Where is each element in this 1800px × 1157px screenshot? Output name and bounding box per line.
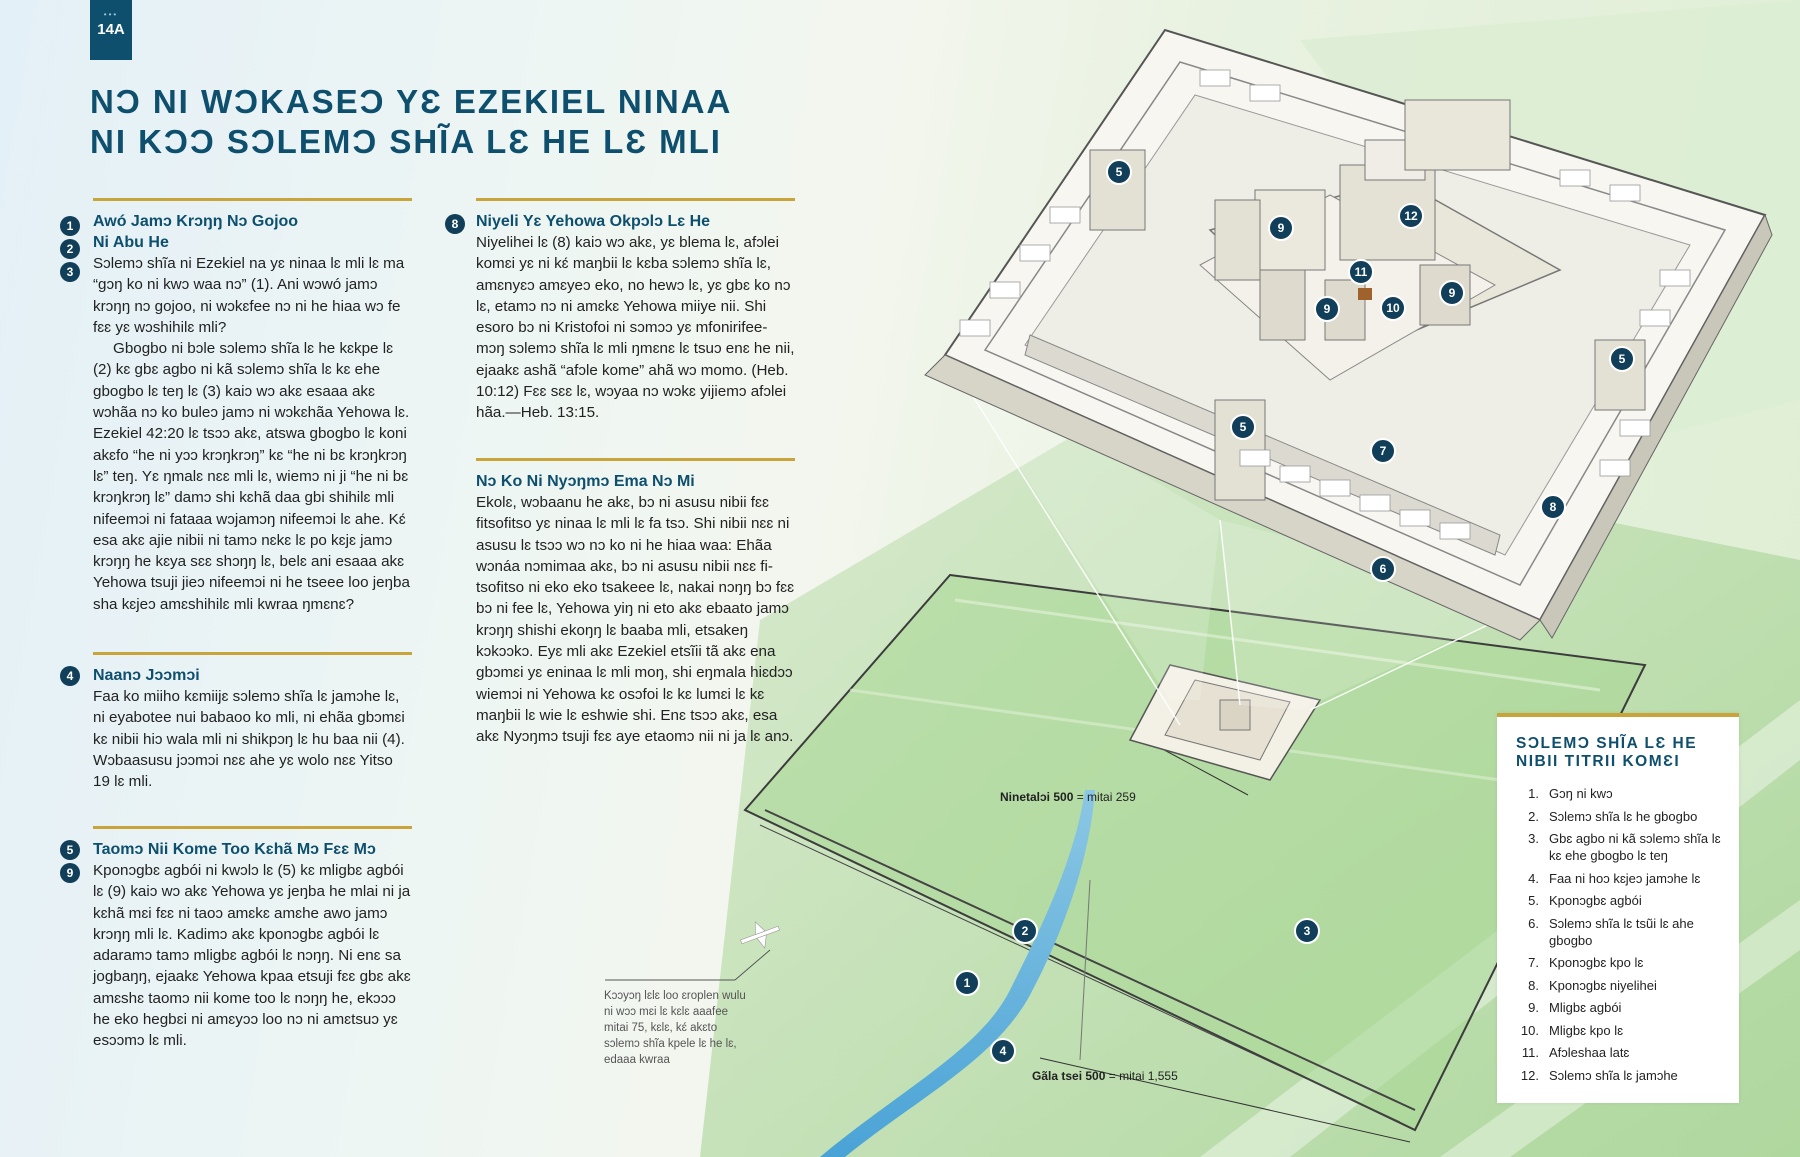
legend-item-number: 5. (1528, 893, 1539, 908)
legend-list (1497, 785, 1739, 1084)
legend-item-number: 10. (1520, 1022, 1539, 1038)
number-badge: 3 (60, 262, 80, 282)
section-rule (93, 198, 412, 201)
legend-item-text: Mligbɛ agbói (1549, 1000, 1622, 1015)
number-badge: 5 (60, 840, 80, 860)
legend-item-text: Sɔlemɔ shĩa lɛ tsũi lɛ ahe gbogbo (1549, 915, 1694, 948)
legend-item-text: Kponɔgbɛ kpo lɛ (1549, 955, 1644, 970)
section-rule (93, 826, 412, 829)
legend-item-number: 1. (1528, 786, 1539, 801)
section-paragraph: Kponɔgbɛ agbói ni kwɔlɔ lɛ (5) kɛ mligbɛ agbói lɛ (9) kaiɔ wɔ akɛ Yehowa yɛ jeŋba he mlai ni ja kɛhã mɛi fɛɛ ni taoɔ amɛkɛ amɛhe awo jamɔ krɔŋŋ mli lɛ. Kadimɔ akɛ kponɔgbɛ agbói lɛ adaramɔ tamɔ mligbɛ agbói lɛ nɔŋŋ. Ni enɛ sa jogbaŋŋ, ejaakɛ Yehowa kpaa etsuji fɛɛ gbɛ akɛ amɛshɛ taomɔ nii kome too lɛ nɔŋŋ he, ekɔɔɔ he eko hegbɛi ni amɛyɔɔ loo nɔ ni amɛtsuɔ yɛ esɔɔmɔ lɛ mli. (93, 862, 411, 1050)
legend-item (1497, 830, 1739, 864)
section-paragraph: Gbogbo ni bɔle sɔlemɔ shĩa lɛ he kɛkpe lɛ (2) kɛ gbɛ agbo ni kã sɔlemɔ shĩa lɛ kɛ ehe gbogbo lɛ teŋ lɛ (3) kaiɔ wɔ akɛ esaaa akɛ wɔhãa nɔ ko buleɔ jamɔ ni wɔkɛhãa Yehowa lɛ. Ezekiel 42:20 lɛ tsɔɔ akɛ, atswa gbogbo lɛ koni akɛfo “he ni yɔɔ krɔŋkrɔŋ” kɛ “he ni bɛ krɔŋkrɔŋ lɛ” teŋ. Yɛ ŋmalɛ nɛɛ mli lɛ, wiemɔ ni ji “he ni bɛ krɔŋkrɔŋ lɛ” damɔ shi kɛhã daa gbi shihilɛ mli nifeemɔi ni fataaa wɔjamɔŋ nifeemɔi lɛ ahe. Kɛ́ esa akɛ ajie nibii ni tamɔ nɛkɛ lɛ po kɛjɛ jamɔ krɔŋŋ he kɛya sɛɛ shɔŋŋ lɛ, belɛ ani esaaa akɛ Yehowa tsuji jieɔ nifeemɔi ni he tseee loo jeŋba sha kɛjeɔ amɛshihilɛ mli kwraa ŋmɛnɛ? (93, 340, 410, 613)
number-badge: 4 (60, 666, 80, 686)
legend-item-number: 11. (1521, 1045, 1539, 1060)
legend-item (1497, 915, 1739, 949)
map-marker: 12 (1398, 203, 1424, 229)
legend-item (1497, 1022, 1739, 1039)
legend-item-text: Kponɔgbɛ agbói (1549, 893, 1642, 908)
section-rule (93, 652, 412, 655)
legend-item-text: Gɔŋ ni kwɔ (1549, 786, 1613, 801)
dimension-label (1032, 1069, 1178, 1083)
legend-item (1497, 892, 1739, 909)
legend-item-number: 9. (1528, 1000, 1539, 1015)
number-badge: 1 (60, 216, 80, 236)
dimension-name: Ninetalɔi 500 (1000, 790, 1074, 804)
tag-dots: ••• (103, 10, 119, 19)
legend-title-line1: SƆLEMƆ SHĨA LƐ HE (1516, 735, 1698, 752)
legend-item-text: Kponɔgbɛ niyelihei (1549, 977, 1657, 993)
number-badge: 8 (445, 214, 465, 234)
legend-box (1497, 713, 1739, 1103)
legend-item-text: Sɔlemɔ shĩa lɛ jamɔhe (1549, 1067, 1678, 1083)
legend-item-number: 12. (1520, 1067, 1539, 1083)
section-heading: Niyeli Yɛ Yehowa Okpɔlɔ Lɛ He (476, 213, 711, 230)
section-blessings (60, 652, 412, 792)
legend-item-text: Gbɛ agbo ni kã sɔlemɔ shĩa lɛ kɛ ehe gbogbo lɛ teŋ (1549, 831, 1721, 863)
page-title-line2: NI KƆƆ SƆLEMƆ SHĨA LƐ HE LƐ MLI (90, 123, 722, 160)
section-holy-worship (60, 198, 412, 615)
legend-item (1497, 808, 1739, 825)
section-dining (445, 198, 795, 424)
map-marker: 3 (1294, 918, 1320, 944)
legend-title (1516, 735, 1719, 771)
dimension-name: Gãla tsei 500 (1032, 1069, 1106, 1083)
legend-item-text: Afɔleshaa latɛ (1549, 1045, 1630, 1060)
legend-item-number: 6. (1528, 915, 1539, 931)
section-heading: Naanɔ Jɔɔmɔi (93, 667, 200, 684)
number-badge: 2 (60, 239, 80, 259)
section-heading: Awó Jamɔ Krɔŋŋ Nɔ Gojoo (93, 213, 299, 230)
section-rule (476, 458, 795, 461)
legend-item-number: 3. (1528, 831, 1539, 846)
map-marker: 7 (1370, 438, 1396, 464)
map-marker: 5 (1230, 414, 1256, 440)
legend-item (1497, 1067, 1739, 1084)
map-marker: 8 (1540, 494, 1566, 520)
legend-item-number: 4. (1528, 870, 1539, 886)
legend-item (1497, 977, 1739, 994)
legend-item-number: 8. (1528, 977, 1539, 993)
legend-item (1497, 785, 1739, 802)
legend-item-text: Sɔlemɔ shĩa lɛ he gbogbo (1549, 808, 1698, 824)
dimension-label (1000, 790, 1136, 804)
map-marker: 1 (954, 970, 980, 996)
section-paragraph: Sɔlemɔ shĩa ni Ezekiel na yɛ ninaa lɛ mli lɛ ma “gɔŋ ko ni kwɔ waa nɔ” (1). Ani wɔwó jamɔ krɔŋŋ nɔ gojoo, ni wɔkɛfee nɔ ni he hiaa wɔ fe fɛɛ yɛ wɔshihilɛ mli? (93, 255, 405, 336)
map-marker: 5 (1609, 346, 1635, 372)
section-heading: Nɔ Ko Ni Nyɔŋmɔ Ema Nɔ Mi (476, 473, 695, 490)
legend-item (1497, 1044, 1739, 1061)
map-marker: 5 (1106, 159, 1132, 185)
map-marker: 9 (1314, 296, 1340, 322)
map-marker: 4 (990, 1038, 1016, 1064)
page-tag-number: 14A (97, 21, 125, 38)
page-title (90, 82, 770, 162)
section-rule (476, 198, 795, 201)
airplane-caption: Kɔɔyɔŋ lɛlɛ loo ɛroplen wulu ni wɔɔ mɛi lɛ kɛlɛ aaafee mitai 75, kɛlɛ, kɛ́ akɛto sɔlemɔ shĩa kpele lɛ he lɛ, edaaa kwraa (604, 990, 746, 1066)
section-god-guarantee (445, 458, 795, 748)
page-title-line1: NƆ NI WƆKASEƆ YƐ EZEKIEL NINAA (90, 83, 733, 120)
legend-item-text: Faa ni hoɔ kɛjeɔ jamɔhe lɛ (1549, 870, 1701, 886)
map-marker: 10 (1380, 295, 1406, 321)
section-paragraph: Niyelihei lɛ (8) kaiɔ wɔ akɛ, yɛ blema lɛ, afɔlei komɛi yɛ ni kɛ́ maŋbii lɛ kɛba sɔlemɔ shĩa lɛ, amɛnyɛɔ amɛyeɔ eko, no hewɔ lɛ, yɛ gbɛ ko nɔ lɛ, etamɔ nɔ ni amɛkɛ Yehowa miiye nii. Shi esoro bɔ ni Kristofoi ni sɔmɔɔ yɛ mfonirifee-mɔŋ sɔlemɔ shĩa lɛ mli ŋmɛnɛ lɛ tsuɔ enɛ he nii, ejaakɛ ashã “afɔle kome” ahã wɔ momo. (Heb. 10:12) Fɛɛ sɛɛ lɛ, wɔyaa nɔ wɔkɛ yijiemɔ afɔlei hãa.—Heb. 13:15. (476, 234, 795, 422)
section-heading: Ni Abu He (93, 234, 169, 251)
page-tag (90, 0, 132, 60)
dimension-value: = mitai 259 (1076, 790, 1136, 804)
map-marker: 9 (1439, 280, 1465, 306)
map-marker: 2 (1012, 918, 1038, 944)
map-marker: 6 (1370, 556, 1396, 582)
legend-item-number: 2. (1528, 808, 1539, 824)
dimension-value: = mitai 1,555 (1108, 1069, 1178, 1083)
legend-item (1497, 954, 1739, 971)
legend-title-line2: NIBII TITRII KOMƐI (1516, 753, 1681, 770)
legend-item (1497, 999, 1739, 1016)
legend-item-number: 7. (1528, 955, 1539, 970)
legend-item (1497, 870, 1739, 887)
section-paragraph: Ekolɛ, wɔbaanu he akɛ, bɔ ni asusu nibii fɛɛ fitsofitso yɛ ninaa lɛ mli lɛ fa tsɔ. Shi nibii nɛɛ ni asusu lɛ tsɔɔ wɔ nɔ ko ni he hiaa waa: Ehãa wɔnáa nɔmimaa akɛ, bɔ ni asusu nibii nɛɛ fi-tsofitso ni eko eko tsakeee lɛ, nakai nɔŋŋ bɔ fɛɛ bɔ ni fee lɛ, Yehowa yiŋ ni eto akɛ ebaato jamɔ krɔŋŋ shishi ekoŋŋ lɛ baaba mli, etsakeŋ kɔkɔɔkɔ. Eyɛ mli akɛ Ezekiel etsĩii tã akɛ ena gbɔmɛi yɛ eninaa lɛ mli moŋ, shi eŋmala hiɛdɔɔ wiemɔi ni Yehowa kɛ osɔfoi lɛ kɛ lumɛi lɛ kɛ maŋbii lɛ wie lɛ eshwie shi. Enɛ tsɔɔ akɛ, esa akɛ Nyɔŋmɔ tsuji fɛɛ aye etaomɔ nii ni ja lɛ anɔ. (476, 494, 795, 746)
map-marker: 11 (1348, 259, 1374, 285)
number-badge: 9 (60, 863, 80, 883)
legend-item-text: Mligbɛ kpo lɛ (1549, 1022, 1624, 1038)
map-marker: 9 (1268, 215, 1294, 241)
section-heading: Taomɔ Nii Kome Too Kɛhã Mɔ Fɛɛ Mɔ (93, 841, 376, 858)
section-standards (60, 826, 412, 1052)
section-paragraph: Faa ko miiho kɛmiijɛ sɔlemɔ shĩa lɛ jamɔhe lɛ, ni eyabotee nui babaoo ko mli, ni ehãa gbɔmɛi kɛ nibii hiɔ wala mli ni shikpɔŋ lɛ hu baa nii (4). Wɔbaasusu jɔɔmɔi nɛɛ ahe yɛ wolo nɛɛ Yitso 19 lɛ mli. (93, 688, 405, 791)
